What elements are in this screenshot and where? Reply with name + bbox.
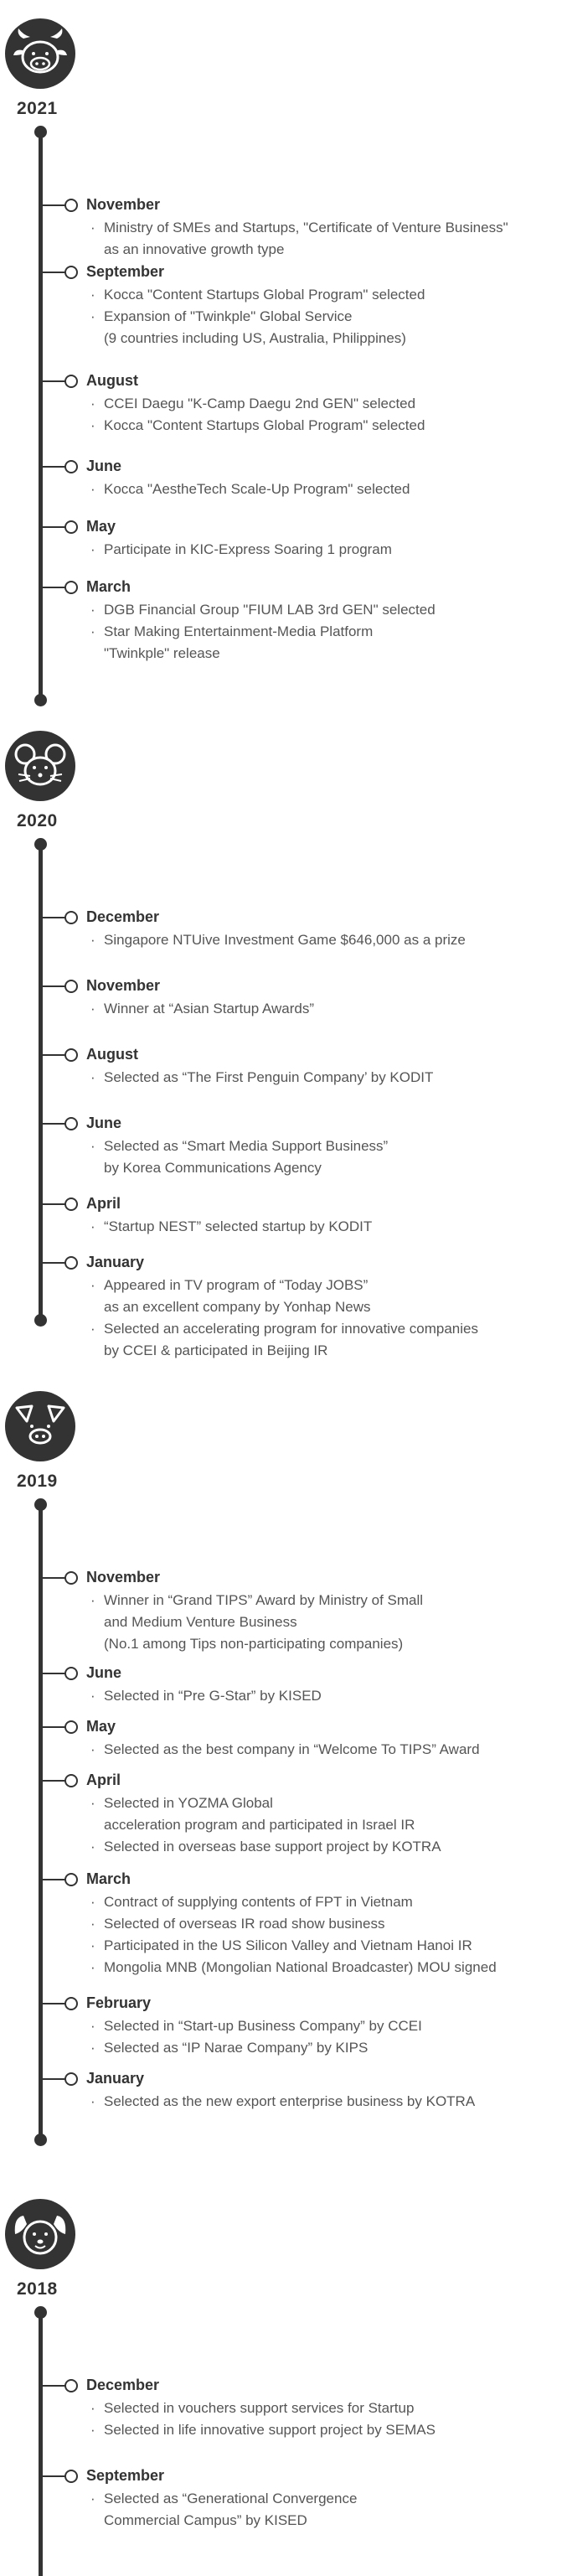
month-label: April [86, 1772, 121, 1788]
list-item [90, 1739, 567, 1761]
bullet: · [90, 2093, 95, 2109]
timeline-branch [43, 1780, 65, 1782]
item-text: Winner in “Grand TIPS” Award by Ministry of Small and Medium Venture Business (No.1 among Tips non-participating companies) [104, 1592, 424, 1652]
timeline-line [39, 843, 43, 1321]
timeline-node [64, 460, 78, 473]
item-text: Kocca "AestheTech Scale-Up Program" selected [104, 481, 410, 497]
timeline-node [64, 266, 78, 279]
item-text: Selected in “Start-up Business Company” by CCEI [104, 2018, 422, 2034]
bullet: · [90, 2040, 95, 2056]
bullet: · [90, 220, 95, 235]
timeline-branch [43, 2475, 65, 2477]
timeline-node [64, 2470, 78, 2483]
month-label: May [86, 518, 116, 535]
year-label: 2018 [17, 2279, 58, 2299]
ox-icon [5, 18, 75, 89]
bullet: · [90, 541, 95, 557]
timeline-branch [43, 2385, 65, 2387]
list-item [90, 2037, 567, 2059]
list-item [90, 2398, 567, 2419]
month-label: April [86, 1195, 121, 1212]
month-label: November [86, 1569, 161, 1585]
item-text: Mongolia MNB (Mongolian National Broadcaster) MOU signed [104, 1959, 497, 1975]
list-item [90, 1216, 567, 1238]
bullet: · [90, 1894, 95, 1910]
item-text: Selected of overseas IR road show business [104, 1916, 385, 1932]
timeline-branch [43, 917, 65, 918]
item-text: Appeared in TV program of “Today JOBS” as an excellent company by Yonhap News [104, 1277, 371, 1315]
month-label: August [86, 372, 138, 389]
timeline-end-dot [34, 694, 47, 706]
item-text: Kocca "Content Startups Global Program" selected [104, 417, 425, 433]
timeline-branch [43, 272, 65, 273]
item-text: Selected as the best company in “Welcome To TIPS” Award [104, 1741, 480, 1757]
list-item [90, 1318, 567, 1362]
month-label: May [86, 1718, 116, 1735]
item-text: Selected in life innovative support project by SEMAS [104, 2422, 436, 2438]
list-item [90, 1067, 567, 1089]
list-item [90, 1275, 567, 1318]
item-text: Participated in the US Silicon Valley and Vietnam Hanoi IR [104, 1937, 472, 1953]
month-label: February [86, 1994, 152, 2011]
month-label: August [86, 1046, 138, 1063]
bullet: · [90, 2491, 95, 2506]
item-text: Selected in overseas base support project by KOTRA [104, 1839, 441, 1854]
timeline-branch [43, 1577, 65, 1579]
bullet: · [90, 2018, 95, 2034]
list-item [90, 393, 567, 415]
item-text: Participate in KIC-Express Soaring 1 program [104, 541, 392, 557]
year-label: 2020 [17, 811, 58, 830]
month-label: June [86, 1664, 122, 1681]
list-item [90, 1957, 567, 1979]
timeline-node [64, 199, 78, 212]
timeline-branch [43, 1726, 65, 1728]
list-item [90, 929, 567, 951]
year-label: 2019 [17, 1472, 58, 1491]
item-text: Selected in YOZMA Global acceleration program and participated in Israel IR [104, 1795, 415, 1833]
timeline-node [64, 1117, 78, 1130]
list-item [90, 415, 567, 437]
list-item [90, 1836, 567, 1858]
item-text: Star Making Entertainment-Media Platform "Twinkple" release [104, 623, 374, 661]
list-item [90, 539, 567, 561]
timeline-line [39, 131, 43, 701]
bullet: · [90, 1218, 95, 1234]
bullet: · [90, 396, 95, 411]
item-text: Ministry of SMEs and Startups, "Certificate of Venture Business" as an innovative growth type [104, 220, 508, 257]
bullet: · [90, 1277, 95, 1293]
list-item [90, 1913, 567, 1935]
item-text: Singapore NTUive Investment Game $646,000 as a prize [104, 932, 466, 948]
list-item [90, 1590, 567, 1655]
timeline-node [64, 2379, 78, 2392]
month-label: November [86, 977, 161, 994]
timeline-node [64, 911, 78, 924]
timeline-line [39, 1503, 43, 2140]
timeline-node [64, 375, 78, 388]
list-item [90, 217, 567, 261]
item-text: “Startup NEST” selected startup by KODIT [104, 1218, 373, 1234]
timeline-node [64, 581, 78, 594]
list-item [90, 1935, 567, 1957]
timeline-node [64, 1197, 78, 1211]
bullet: · [90, 2422, 95, 2438]
bullet: · [90, 1138, 95, 1154]
item-text: Selected as “IP Narae Company” by KIPS [104, 2040, 369, 2056]
timeline-node [64, 1667, 78, 1680]
item-text: Selected as the new export enterprise business by KOTRA [104, 2093, 476, 2109]
list-item [90, 284, 567, 306]
item-text: Selected in “Pre G-Star” by KISED [104, 1688, 322, 1704]
item-text: Selected as “Smart Media Support Business” by Korea Communications Agency [104, 1138, 389, 1176]
timeline-branch [43, 466, 65, 468]
timeline-end-dot [34, 2134, 47, 2146]
timeline-branch [43, 1054, 65, 1056]
timeline-branch [43, 1879, 65, 1880]
bullet: · [90, 1741, 95, 1757]
bullet: · [90, 1795, 95, 1811]
timeline-node [64, 1720, 78, 1734]
timeline-branch [43, 204, 65, 206]
bullet: · [90, 287, 95, 303]
list-item [90, 2488, 567, 2532]
timeline-node [64, 520, 78, 534]
bullet: · [90, 623, 95, 639]
pig-icon [5, 1391, 75, 1461]
list-item [90, 599, 567, 621]
list-item [90, 1792, 567, 1836]
timeline-branch [43, 380, 65, 382]
dog-icon [5, 2199, 75, 2269]
month-label: June [86, 1115, 122, 1131]
list-item [90, 1685, 567, 1707]
timeline-node [64, 1997, 78, 2010]
timeline-node [64, 2072, 78, 2086]
month-label: March [86, 578, 131, 595]
month-label: January [86, 1254, 145, 1270]
list-item [90, 621, 567, 665]
bullet: · [90, 2400, 95, 2416]
bullet: · [90, 1001, 95, 1016]
list-item [90, 2015, 567, 2037]
month-label: December [86, 2377, 160, 2393]
year-label: 2021 [17, 99, 58, 118]
timeline-line [39, 2311, 43, 2576]
item-text: Selected an accelerating program for innovative companies by CCEI & participated in Beijing IR [104, 1321, 478, 1358]
timeline-branch [43, 1673, 65, 1674]
timeline-end-dot [34, 1314, 47, 1327]
month-label: December [86, 908, 160, 925]
item-text: DGB Financial Group "FIUM LAB 3rd GEN" selected [104, 602, 436, 618]
timeline-branch [43, 1262, 65, 1264]
bullet: · [90, 481, 95, 497]
item-text: Expansion of "Twinkple" Global Service (9 countries including US, Australia, Philippines) [104, 308, 406, 346]
list-item [90, 1891, 567, 1913]
timeline-node [64, 1774, 78, 1787]
timeline-node [64, 1873, 78, 1886]
item-text: Selected in vouchers support services for Startup [104, 2400, 415, 2416]
bullet: · [90, 1321, 95, 1337]
list-item [90, 2091, 567, 2113]
timeline-node [64, 1571, 78, 1585]
timeline-node [64, 1256, 78, 1270]
timeline-branch [43, 1203, 65, 1205]
bullet: · [90, 417, 95, 433]
timeline-node [64, 980, 78, 993]
bullet: · [90, 932, 95, 948]
timeline-branch [43, 1123, 65, 1125]
item-text: Selected as “Generational Convergence Commercial Campus” by KISED [104, 2491, 358, 2528]
month-label: January [86, 2070, 145, 2087]
month-label: September [86, 2467, 165, 2484]
list-item [90, 998, 567, 1020]
timeline-node [64, 1048, 78, 1062]
month-label: November [86, 196, 161, 213]
month-label: June [86, 458, 122, 474]
timeline-branch [43, 526, 65, 528]
bullet: · [90, 602, 95, 618]
bullet: · [90, 1592, 95, 1608]
bullet: · [90, 1937, 95, 1953]
mouse-icon [5, 731, 75, 801]
bullet: · [90, 1688, 95, 1704]
bullet: · [90, 1916, 95, 1932]
item-text: Winner at “Asian Startup Awards” [104, 1001, 315, 1016]
item-text: Contract of supplying contents of FPT in Vietnam [104, 1894, 413, 1910]
timeline-branch [43, 587, 65, 588]
list-item [90, 306, 567, 349]
bullet: · [90, 1069, 95, 1085]
bullet: · [90, 1839, 95, 1854]
item-text: Selected as “The First Penguin Company’ by KODIT [104, 1069, 434, 1085]
timeline-branch [43, 2003, 65, 2004]
bullet: · [90, 308, 95, 324]
list-item [90, 1135, 567, 1179]
month-label: March [86, 1870, 131, 1887]
item-text: Kocca "Content Startups Global Program" selected [104, 287, 425, 303]
bullet: · [90, 1959, 95, 1975]
list-item [90, 478, 567, 500]
timeline-branch [43, 985, 65, 987]
item-text: CCEI Daegu "K-Camp Daegu 2nd GEN" selected [104, 396, 416, 411]
list-item [90, 2419, 567, 2441]
timeline-branch [43, 2078, 65, 2080]
month-label: September [86, 263, 165, 280]
